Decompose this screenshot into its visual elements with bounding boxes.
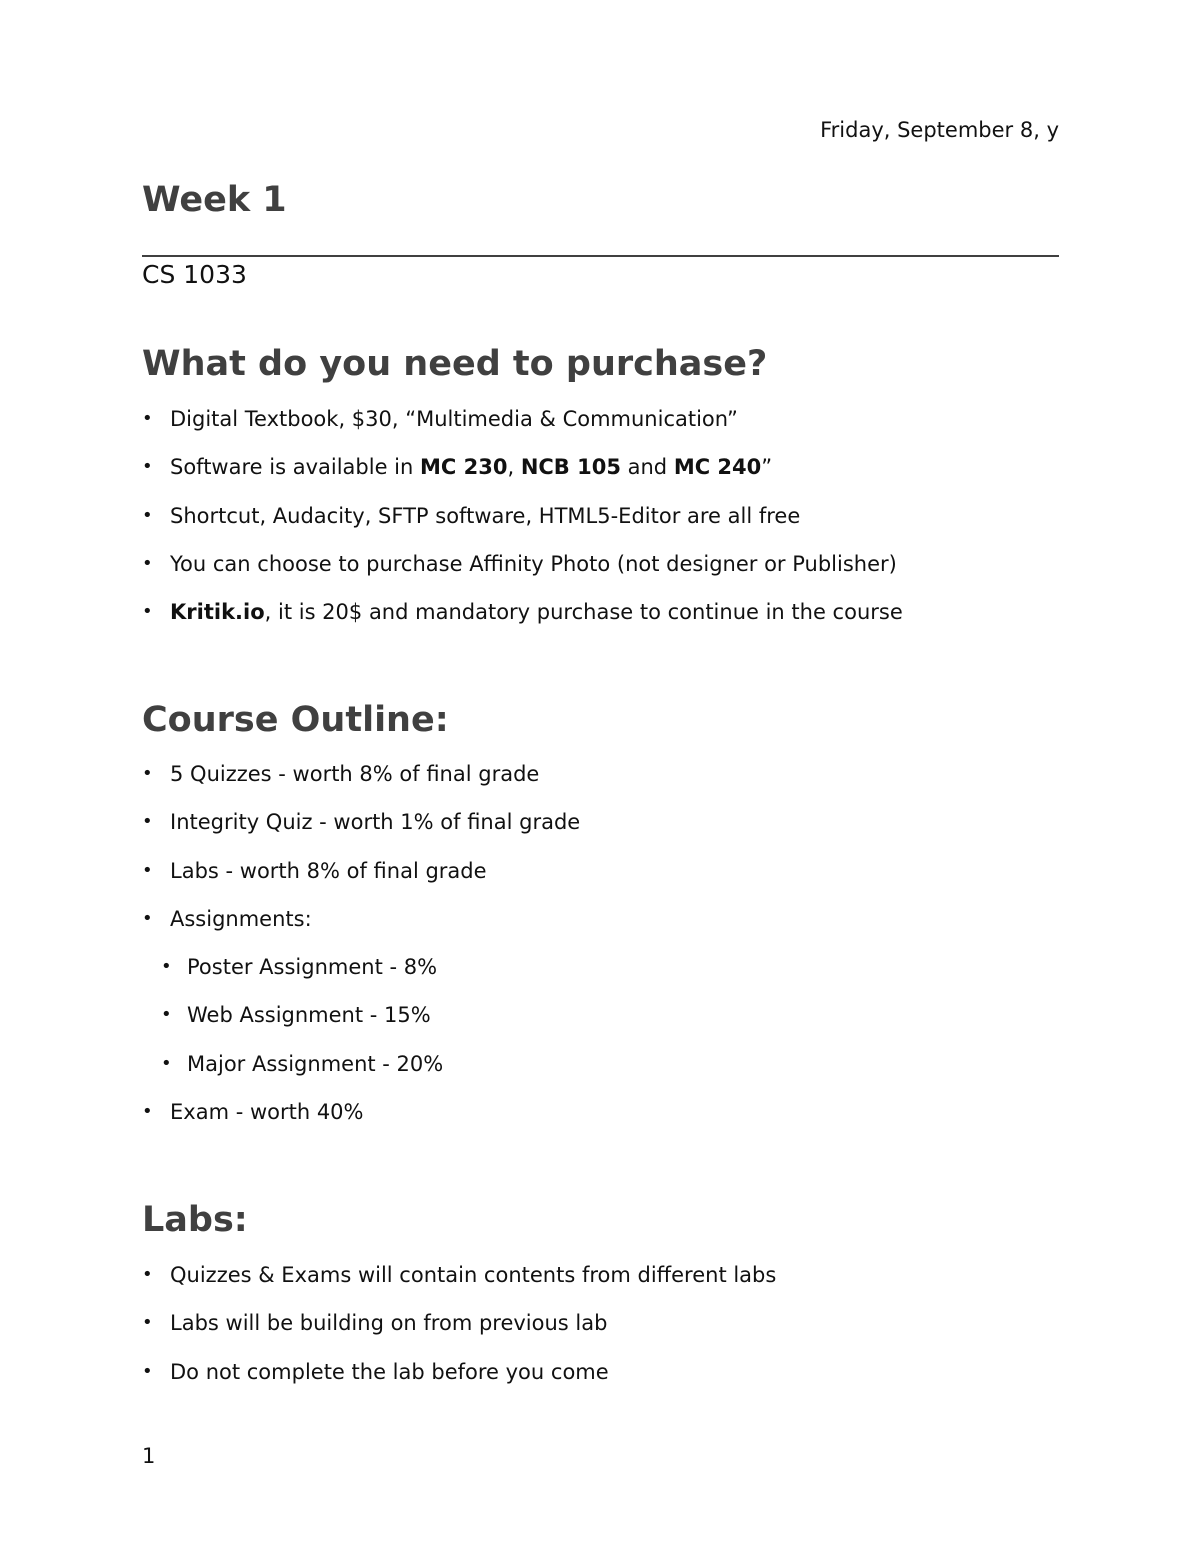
bullet-icon: • [142, 1360, 153, 1382]
bullet-icon: • [161, 1004, 172, 1026]
room-mc230: MC 230 [419, 455, 508, 480]
purchase-heading: What do you need to purchase? [142, 344, 768, 384]
bullet-icon: • [142, 811, 153, 833]
list-item-text: Do not complete the lab before you come [170, 1359, 609, 1384]
list-item-text: You can choose to purchase Affinity Photo (not designer or Publisher) [170, 551, 897, 576]
list-item [142, 550, 903, 598]
bullet-icon: • [142, 456, 153, 478]
list-item-text: ” [761, 455, 773, 480]
list-item [142, 760, 580, 808]
course-code: CS 1033 [142, 260, 247, 289]
bullet-icon: • [142, 907, 153, 929]
list-item [142, 405, 903, 453]
list-item-text: Web Assignment - 15% [187, 1003, 431, 1028]
list-item-text: Shortcut, Audacity, SFTP software, HTML5-Editor are all free [170, 503, 801, 528]
list-item [142, 502, 903, 550]
sub-list-item [142, 953, 580, 1001]
bullet-icon: • [142, 763, 153, 784]
bullet-icon: • [142, 1312, 153, 1334]
bullet-icon: • [142, 408, 153, 429]
purchase-list [142, 405, 903, 646]
bullet-icon: • [161, 956, 172, 978]
list-item-text: Poster Assignment - 8% [187, 955, 438, 980]
labs-list [142, 1261, 776, 1406]
list-item-text: Software is available in [170, 455, 420, 480]
document-date: Friday, September 8, y [820, 118, 1059, 142]
outline-heading: Course Outline: [142, 700, 449, 740]
page-title: Week 1 [142, 180, 287, 220]
kritik-name: Kritik.io [170, 600, 265, 625]
list-item-text: Assignments: [170, 906, 312, 931]
list-item-text: Exam - worth 40% [170, 1100, 364, 1125]
list-item-text: , it is 20$ and mandatory purchase to continue in the course [264, 600, 903, 625]
bullet-icon: • [142, 552, 153, 574]
list-item [142, 905, 580, 953]
list-item [142, 598, 903, 646]
room-ncb105: NCB 105 [520, 455, 621, 480]
title-divider [142, 255, 1059, 257]
list-item-text: Digital Textbook, $30, “Multimedia & Communication” [170, 407, 738, 431]
bullet-icon: • [161, 1052, 172, 1074]
list-item [142, 1098, 580, 1146]
bullet-icon: • [142, 1101, 153, 1123]
page-number: 1 [142, 1444, 156, 1468]
list-item [142, 857, 580, 905]
list-item-text: , [507, 455, 521, 480]
labs-heading: Labs: [142, 1200, 248, 1240]
list-item [142, 1309, 776, 1357]
list-item-text: and [620, 455, 674, 480]
list-item-text: Quizzes & Exams will contain contents from different labs [170, 1263, 777, 1287]
list-item [142, 1261, 776, 1309]
list-item-text: 5 Quizzes - worth 8% of final grade [170, 762, 540, 786]
bullet-icon: • [142, 504, 153, 526]
sub-list-item [142, 1001, 580, 1049]
list-item-text: Labs - worth 8% of final grade [170, 858, 487, 883]
bullet-icon: • [142, 601, 153, 623]
outline-list [142, 760, 580, 1146]
list-item-text: Major Assignment - 20% [187, 1051, 444, 1076]
room-mc240: MC 240 [673, 455, 762, 480]
list-item-text: Labs will be building on from previous lab [170, 1311, 608, 1336]
bullet-icon: • [142, 1264, 153, 1285]
list-item [142, 453, 903, 501]
list-item [142, 808, 580, 856]
sub-list-item [142, 1050, 580, 1098]
bullet-icon: • [142, 859, 153, 881]
list-item [142, 1358, 776, 1406]
list-item-text: Integrity Quiz - worth 1% of final grade [170, 810, 581, 835]
